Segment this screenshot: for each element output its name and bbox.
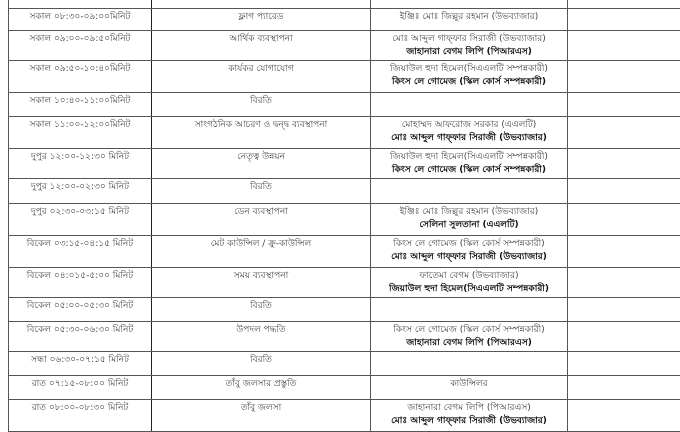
schedule-row bbox=[9, 93, 680, 117]
resource-person-primary: জিয়াউল হুদা হিমেল(সিএএলটি সম্পন্নকারী) bbox=[374, 63, 564, 76]
remarks-cell bbox=[568, 117, 680, 149]
time-cell: সকাল ০৯:০০-০৯:৫০মিনিট bbox=[9, 31, 152, 61]
time-cell: বিকেল ০৫:৩০-০৬:৩০ মিনিট bbox=[9, 322, 152, 352]
resource-person-secondary: সেলিনা সুলতানা (এএলটি) bbox=[374, 219, 564, 232]
resource-person-cell bbox=[371, 322, 568, 352]
time-cell: রাত ০৮:০০-০৮:৩০ মিনিট bbox=[9, 400, 152, 432]
remarks-cell bbox=[568, 149, 680, 179]
topic-cell: মেট কাউন্সিল / ক্রু-কাউন্সিল bbox=[152, 236, 371, 268]
resource-person-cell bbox=[371, 268, 568, 298]
resource-person-cell bbox=[371, 376, 568, 400]
resource-person-primary: ইঞ্জিঃ মোঃ জিল্লুর রহমান (উভব্যাজার) bbox=[374, 206, 564, 219]
time-cell: বিকেল ০৪:০১৫-৫:০০ মিনিট bbox=[9, 268, 152, 298]
schedule-row bbox=[9, 117, 680, 149]
resource-person-secondary: মোঃ আব্দুল গাফ্ফার সিরাজী (উভব্যাজার) bbox=[374, 132, 564, 145]
schedule-row bbox=[9, 179, 680, 204]
time-cell: দুপুর ০২:৩০-০৩:১৫ মিনিট bbox=[9, 204, 152, 236]
remarks-cell bbox=[568, 298, 680, 322]
schedule-row bbox=[9, 204, 680, 236]
remarks-cell bbox=[568, 322, 680, 352]
resource-person-cell bbox=[371, 31, 568, 61]
resource-person-primary: কিংস লে গোমেজ (স্কিল কোর্স সম্পন্নকারী) bbox=[374, 324, 564, 337]
topic-cell: সময় ব্যবস্থাপনা bbox=[152, 268, 371, 298]
remarks-cell bbox=[568, 400, 680, 432]
schedule-row bbox=[9, 400, 680, 432]
schedule-row bbox=[9, 9, 680, 31]
resource-person-primary: ফাতেমা বেগম (উভব্যাজার) bbox=[374, 270, 564, 283]
resource-person-cell bbox=[371, 9, 568, 31]
resource-person-cell bbox=[371, 298, 568, 322]
resource-person-secondary: মোঃ আব্দুল গাফ্ফার সিরাজী (উভব্যাজার) bbox=[374, 415, 564, 428]
resource-person-primary: ইঞ্জিঃ মোঃ জিল্লুর রহমান (উভব্যাজার) bbox=[374, 11, 564, 24]
topic-cell: তাঁবু জলসার প্রস্তুতি bbox=[152, 376, 371, 400]
resource-person-cell bbox=[371, 204, 568, 236]
schedule-row bbox=[9, 352, 680, 376]
schedule-table bbox=[8, 0, 680, 432]
topic-cell: উপদল পদ্ধতি bbox=[152, 322, 371, 352]
resource-person-cell bbox=[371, 0, 568, 9]
resource-person-cell bbox=[371, 236, 568, 268]
time-cell: সকাল ০৯:৫০-১০:৪০মিনিট bbox=[9, 61, 152, 93]
time-cell: সকাল ০৮:৩০-০৯:০০মিনিট bbox=[9, 9, 152, 31]
time-cell: রাত ০৭:১৫-০৮:০০ মিনিট bbox=[9, 376, 152, 400]
resource-person-secondary: জিয়াউল হুদা হিমেল(সিএএলটি সম্পন্নকারী) bbox=[374, 283, 564, 296]
resource-person-secondary: জাহানারা বেগম লিপি (পিআরএস) bbox=[374, 46, 564, 59]
remarks-cell bbox=[568, 236, 680, 268]
resource-person-cell bbox=[371, 352, 568, 376]
time-cell: সকাল ১০:৪০-১১:০০মিনিট bbox=[9, 93, 152, 117]
resource-person-primary bbox=[374, 0, 564, 2]
topic-cell: সাংগঠনিক আচরণ ও দ্বন্দ্ব ব্যবস্থাপনা bbox=[152, 117, 371, 149]
time-cell: সন্ধা ০৬:৩০-০৭:১৫ মিনিট bbox=[9, 352, 152, 376]
resource-person-cell bbox=[371, 117, 568, 149]
resource-person-primary: মোহাম্মদ আফরোজ সরকার (এএলটি) bbox=[374, 119, 564, 132]
resource-person-cell bbox=[371, 149, 568, 179]
remarks-cell bbox=[568, 352, 680, 376]
resource-person-cell bbox=[371, 93, 568, 117]
time-cell: দুপুর ১২:০০-০২:৩০ মিনিট bbox=[9, 179, 152, 204]
topic-cell: বিরতি bbox=[152, 298, 371, 322]
topic-cell: বিরতি bbox=[152, 352, 371, 376]
topic-cell: ফ্লাগ প্যারেড bbox=[152, 9, 371, 31]
resource-person-cell bbox=[371, 400, 568, 432]
topic-cell: ডেন ব্যবস্থাপনা bbox=[152, 204, 371, 236]
remarks-cell bbox=[568, 376, 680, 400]
schedule-row bbox=[9, 268, 680, 298]
topic-cell: আর্থিক ব্যবস্থাপনা bbox=[152, 31, 371, 61]
topic-cell: বিরতি bbox=[152, 93, 371, 117]
resource-person-secondary: কিংস লে গোমেজ (স্কিল কোর্স সম্পন্নকারী) bbox=[374, 164, 564, 177]
remarks-cell bbox=[568, 9, 680, 31]
remarks-cell bbox=[568, 31, 680, 61]
schedule-row bbox=[9, 376, 680, 400]
schedule-row bbox=[9, 298, 680, 322]
time-cell: সকাল ১১:০০-১২:০০মিনিট bbox=[9, 117, 152, 149]
remarks-cell bbox=[568, 93, 680, 117]
schedule-row bbox=[9, 0, 680, 9]
schedule-row bbox=[9, 322, 680, 352]
topic-cell: তাঁবু জলসা bbox=[152, 400, 371, 432]
time-cell: বিকেল ০৩:১৫-০৪:১৫ মিনিট bbox=[9, 236, 152, 268]
topic-cell: বিরতি bbox=[152, 179, 371, 204]
resource-person-primary: মোঃ আব্দুল গাফ্ফার সিরাজী (উভব্যাজার) bbox=[374, 33, 564, 46]
schedule-row bbox=[9, 149, 680, 179]
time-cell bbox=[9, 0, 152, 9]
topic-cell: কার্যকর যোগাযোগ bbox=[152, 61, 371, 93]
time-cell: দুপুর ১২:০০-১২:৩০ মিনিট bbox=[9, 149, 152, 179]
resource-person-secondary: কিংস লে গোমেজ (স্কিল কোর্স সম্পন্নকারী) bbox=[374, 76, 564, 89]
remarks-cell bbox=[568, 61, 680, 93]
topic-cell bbox=[152, 0, 371, 9]
remarks-cell bbox=[568, 268, 680, 298]
time-cell: বিকেল ০৫:০০-০৫:৩০ মিনিট bbox=[9, 298, 152, 322]
resource-person-primary: জিয়াউল হুদা হিমেল(সিএএলটি সম্পন্নকারী) bbox=[374, 151, 564, 164]
resource-person-secondary: মোঃ আব্দুল গাফ্ফার সিরাজী (উভব্যাজার) bbox=[374, 251, 564, 264]
remarks-cell bbox=[568, 204, 680, 236]
resource-person-primary: জাহানারা বেগম লিপি (পিআরএস) bbox=[374, 402, 564, 415]
topic-cell: নেতৃত্ব উন্নয়ন bbox=[152, 149, 371, 179]
schedule-row bbox=[9, 31, 680, 61]
schedule-row bbox=[9, 61, 680, 93]
resource-person-cell bbox=[371, 179, 568, 204]
schedule-row bbox=[9, 236, 680, 268]
resource-person-cell bbox=[371, 61, 568, 93]
remarks-cell bbox=[568, 0, 680, 9]
resource-person-primary: কাউন্সিলর bbox=[374, 378, 564, 391]
remarks-cell bbox=[568, 179, 680, 204]
resource-person-secondary: জাহানারা বেগম লিপি (পিআরএস) bbox=[374, 337, 564, 350]
resource-person-primary: কিংস লে গোমেজ (স্কিল কোর্স সম্পন্নকারী) bbox=[374, 238, 564, 251]
